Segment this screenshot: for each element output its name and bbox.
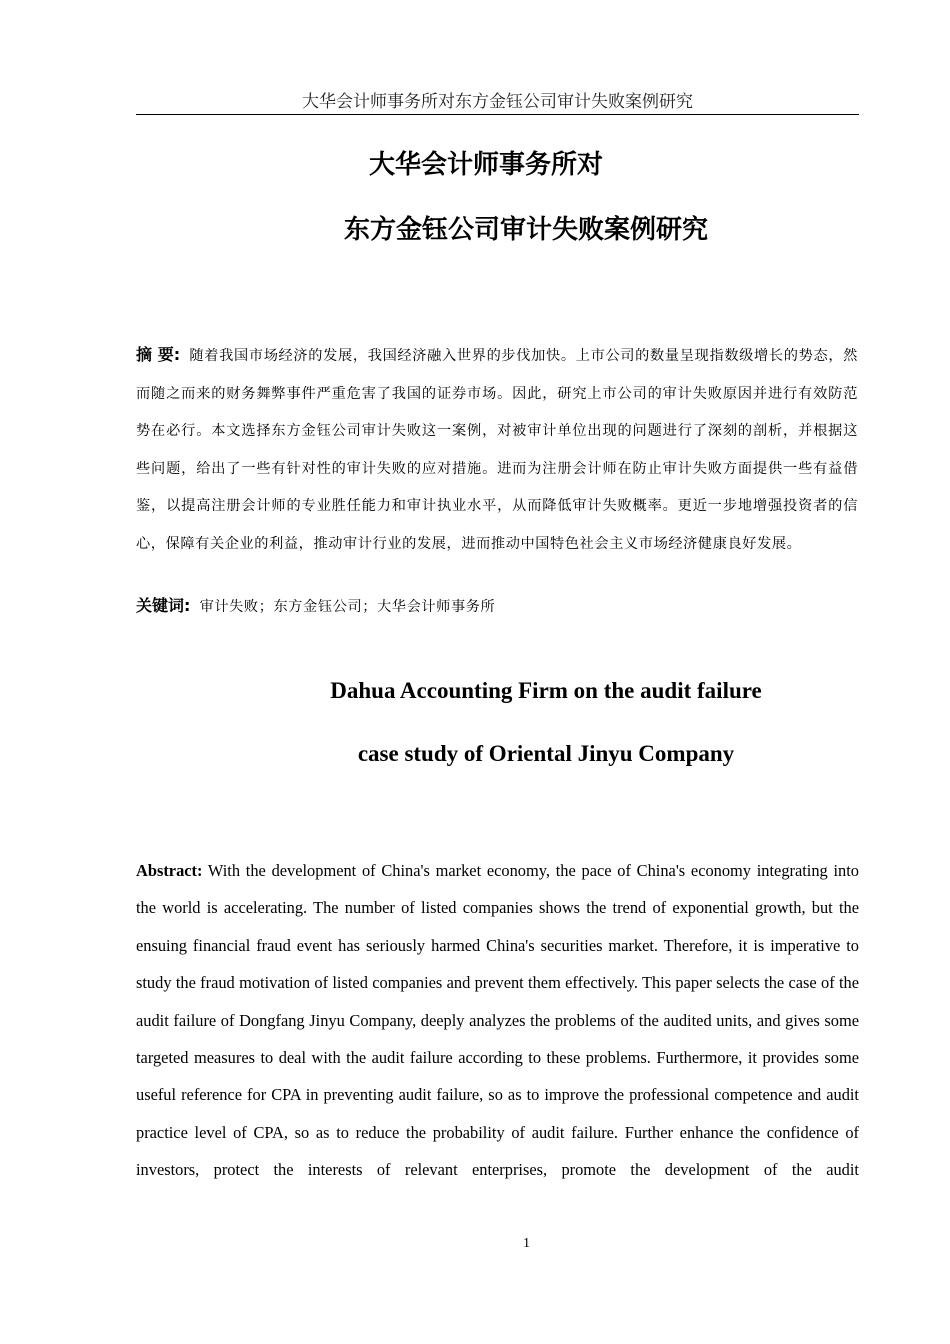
english-abstract — [136, 852, 859, 1189]
chinese-abstract-text: 随着我国市场经济的发展，我国经济融入世界的步伐加快。上市公司的数量呈现指数级增长的势态，然而随之而来的财务舞弊事件严重危害了我国的证券市场。因此，研究上市公司的审计失败原因并进行有效防范势在必行。本文选择东方金钰公司审计失败这一案例，对被审计单位出现的问题进行了深刻的剖析，并根据这些问题，给出了一些有针对性的审计失败的应对措施。进而为注册会计师在防止审计失败方面提供一些有益借鉴，以提高注册会计师的专业胜任能力和审计执业水平，从而降低审计失败概率。更近一步地增强投资者的信心，保障有关企业的利益，推动审计行业的发展，进而推动中国特色社会主义市场经济健康良好发展。 — [136, 348, 858, 552]
english-abstract-text: With the development of China's market economy, the pace of China's economy integrating into the world is accelerating. The number of listed companies shows the trend of exponential growth, but the ensuing financial fraud event has seriously harmed China's securities market. Therefore, it is imperative to study the fraud motivation of listed companies and prevent them effectively. This paper selects the case of the audit failure of Dongfang Jinyu Company, deeply analyzes the problems of the audited units, and gives some targeted measures to deal with the audit failure according to these problems. Furthermore, it provides some useful reference for CPA in preventing audit failure, so as to improve the professional competence and audit practice level of CPA, so as to reduce the probability of audit failure. Further enhance the confidence of investors, protect the interests of relevant enterprises, promote the development of the audit — [136, 861, 859, 1180]
page-number: 1 — [523, 1236, 530, 1251]
chinese-title-line-2: 东方金钰公司审计失败案例研究 — [343, 215, 708, 245]
chinese-title-line-1: 大华会计师事务所对 — [368, 150, 603, 180]
header-rule — [136, 114, 859, 115]
chinese-keywords-label: 关键词: — [136, 596, 191, 615]
chinese-keywords — [136, 592, 858, 621]
english-abstract-label: Abstract: — [136, 861, 203, 880]
chinese-abstract-label: 摘 要: — [136, 345, 181, 364]
english-title-line-2: case study of Oriental Jinyu Company — [357, 741, 735, 766]
running-header: 大华会计师事务所对东方金钰公司审计失败案例研究 — [302, 92, 693, 112]
chinese-keywords-text: 审计失败；东方金钰公司；大华会计师事务所 — [199, 599, 496, 615]
english-title-line-1: Dahua Accounting Firm on the audit failure — [330, 678, 762, 703]
chinese-abstract — [136, 336, 858, 563]
